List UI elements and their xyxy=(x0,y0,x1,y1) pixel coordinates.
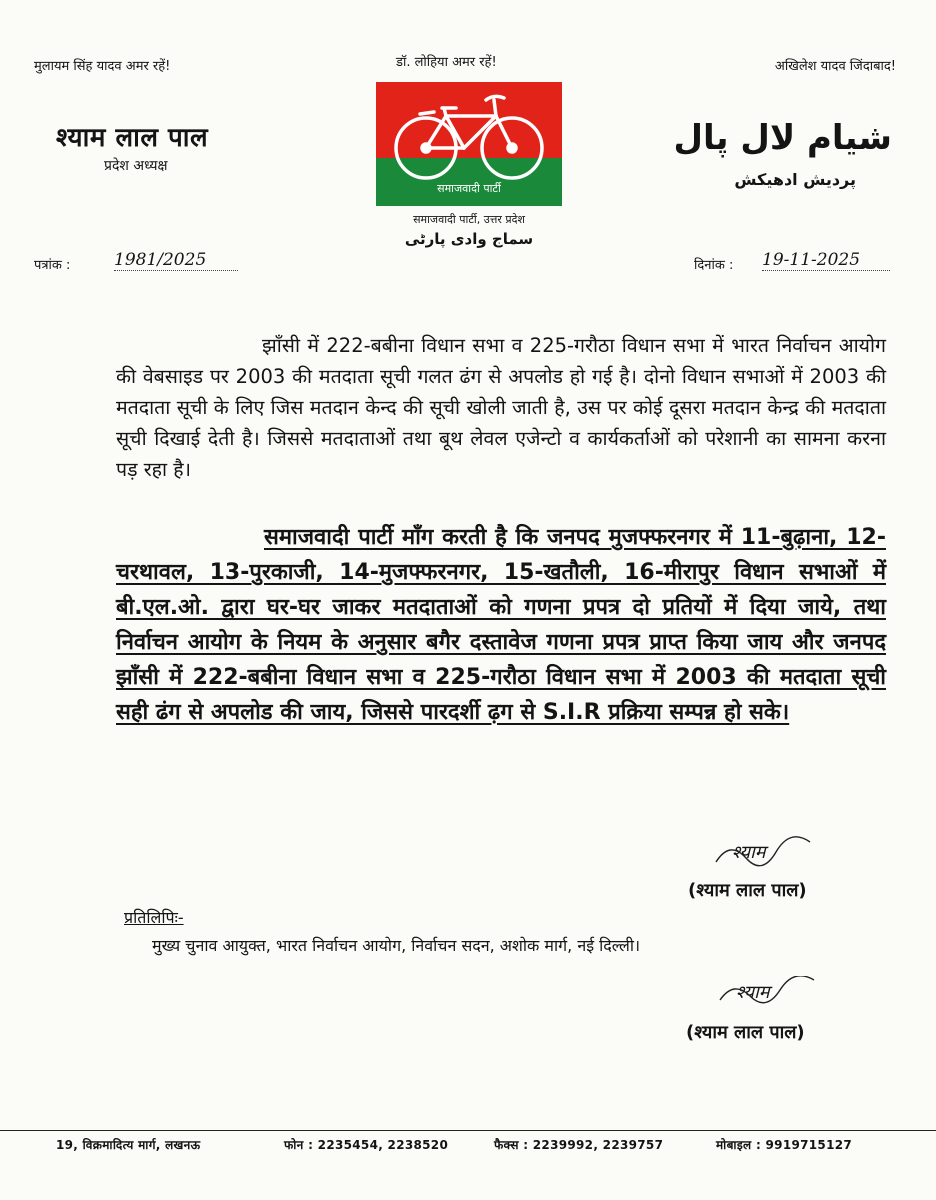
signature-stroke-2 xyxy=(716,976,826,1010)
sender-name-urdu: شیام لال پال xyxy=(673,118,892,158)
copy-to-label: प्रतिलिपिः- xyxy=(124,908,184,927)
party-name-urdu: سماج وادی پارٹی xyxy=(404,230,534,248)
signature-scribble: श्याम xyxy=(732,842,766,863)
letter-body-paragraph xyxy=(116,330,886,485)
logo-text: समाजवादी पार्टी xyxy=(437,182,501,195)
sender-name-hindi: श्याम लाल पाल xyxy=(56,123,209,153)
letter-number-label: पत्रांक : xyxy=(34,258,71,273)
footer-mobile: मोबाइल : 9919715127 xyxy=(716,1138,853,1152)
copy-to-recipient: मुख्य चुनाव आयुक्त, भारत निर्वाचन आयोग, निर्वाचन सदन, अशोक मार्ग, नई दिल्ली। xyxy=(152,936,641,955)
slogan-left: मुलायम सिंह यादव अमर रहें! xyxy=(34,59,171,74)
footer-fax: फैक्स : 2239992, 2239757 xyxy=(494,1138,664,1152)
sender-designation-hindi: प्रदेश अध्यक्ष xyxy=(104,158,168,174)
signature-scribble-2: श्याम xyxy=(736,982,770,1003)
footer-divider xyxy=(0,1130,936,1131)
logo-red-band xyxy=(376,82,562,158)
date-label: दिनांक : xyxy=(694,258,734,273)
signatory-name: (श्याम लाल पाल) xyxy=(688,880,807,901)
slogan-right: अखिलेश यादव जिंदाबाद! xyxy=(774,59,896,74)
slogan-center: डॉ. लोहिया अमर रहें! xyxy=(396,55,497,70)
party-line: समाजवादी पार्टी, उत्तर प्रदेश xyxy=(413,213,525,226)
body-paragraph-text: झाँसी में 222-बबीना विधान सभा व 225-गरौठा विधान सभा में भारत निर्वाचन आयोग की वेबसाइड पर 2003 की मतदाता सूची गलत ढंग से अपलोड हो गई है। दोनो विधान सभाओं में 2003 की मतदाता सूची के लिए जिस मतदान केन्द की सूची खोली जाती है, उस पर कोई दूसरा मतदान केन्द्र की मतदाता सूची दिखाई देती है। जिससे मतदाताओं तथा बूथ लेवल एजेन्टो व कार्यकर्ताओं को परेशानी का सामना करना पड़ रहा है। xyxy=(116,334,886,481)
party-logo xyxy=(376,82,562,206)
sender-designation-urdu: پردیش ادھیکش xyxy=(734,170,856,189)
footer-phone: फोन : 2235454, 2238520 xyxy=(284,1138,449,1152)
signatory-name-2: (श्याम लाल पाल) xyxy=(686,1022,805,1043)
letter-number-value: 1981/2025 xyxy=(114,250,238,271)
demand-paragraph xyxy=(116,520,886,730)
demand-text: समाजवादी पार्टी माँग करती है कि जनपद मुजफ्फरनगर में 11-बुढ़ाना, 12-चरथावल, 13-पुरकाजी, 14-मुजफ्फरनगर, 15-खतौली, 16-मीरापुर विधान सभाओं में बी.एल.ओ. द्वारा घर-घर जाकर मतदाताओं को गणना प्रपत्र दो प्रतियों में दिया जाये, तथा निर्वाचन आयोग के नियम के अनुसार बगैर दस्तावेज गणना प्रपत्र प्राप्त किया जाय और जनपद झाँसी में 222-बबीना विधान सभा व 225-गरौठा विधान सभा में 2003 की मतदाता सूची सही ढंग से अपलोड की जाय, जिससे पारदर्शी ढ़ग से S.I.R प्रक्रिया सम्पन्न हो सके। xyxy=(116,525,886,725)
footer-address: 19, विक्रमादित्य मार्ग, लखनऊ xyxy=(56,1138,201,1152)
date-value: 19-11-2025 xyxy=(762,250,890,271)
signature-stroke xyxy=(712,836,822,870)
